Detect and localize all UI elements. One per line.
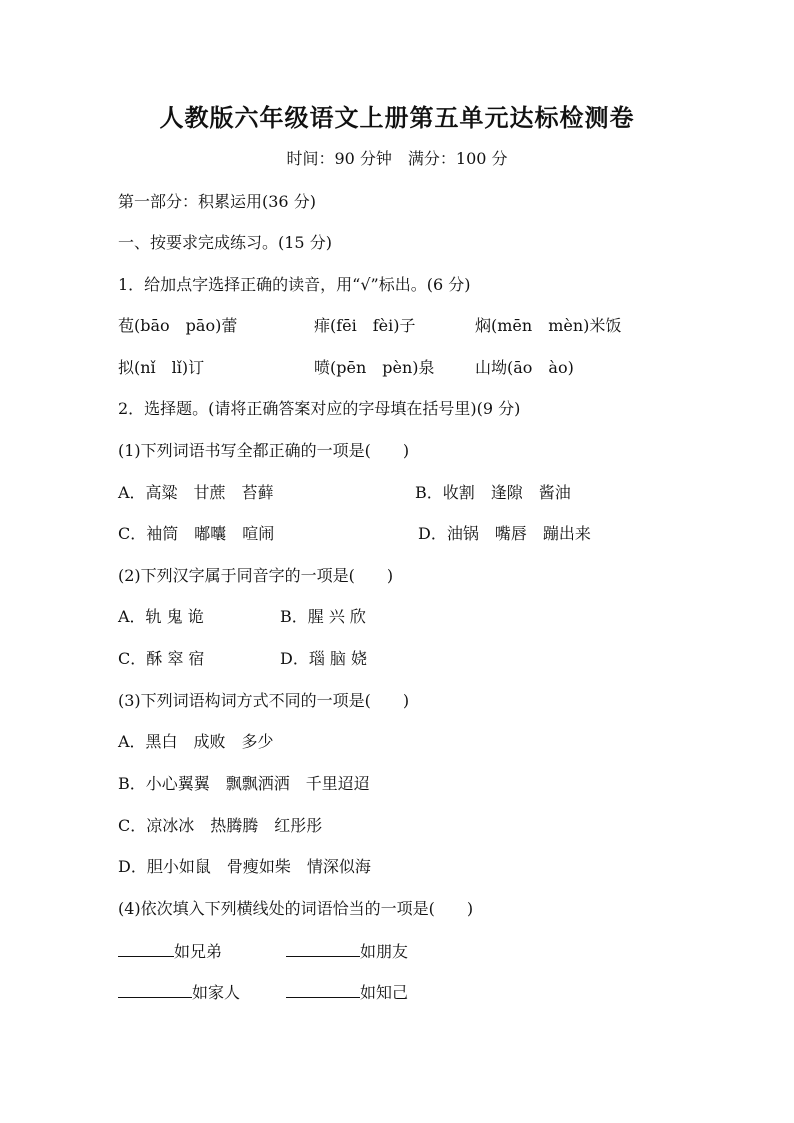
q2-sub2-option-c: C．酥 窣 宿 bbox=[118, 649, 205, 668]
section-question-one: 一、按要求完成练习。(15 分) bbox=[118, 233, 332, 252]
answer-blank[interactable] bbox=[118, 981, 192, 998]
answer-blank[interactable] bbox=[286, 981, 360, 998]
answer-blank[interactable] bbox=[118, 940, 174, 957]
q2-stem: 2．选择题。(请将正确答案对应的字母填在括号里)(9 分) bbox=[118, 399, 521, 418]
q2-sub3-option-b: B．小心翼翼 飘飘洒洒 千里迢迢 bbox=[118, 774, 370, 793]
q2-sub3-option-a: A．黑白 成败 多少 bbox=[118, 732, 274, 751]
fill-text: 如兄弟 bbox=[174, 942, 223, 961]
q2-sub1-option-b: B．收割 逢隙 酱油 bbox=[415, 483, 571, 502]
q2-sub3-option-d: D．胆小如鼠 骨瘦如柴 情深似海 bbox=[118, 857, 371, 876]
q1-item: 喷(pēn pèn)泉 bbox=[314, 358, 435, 377]
q2-sub2-option-a: A．轨 鬼 诡 bbox=[118, 607, 204, 626]
q2-sub4-fill bbox=[286, 940, 408, 963]
fill-text: 如知己 bbox=[360, 983, 409, 1002]
q2-sub3-option-c: C．凉冰冰 热腾腾 红彤彤 bbox=[118, 816, 323, 835]
q2-sub4-fill bbox=[118, 940, 222, 963]
q1-item: 拟(nǐ lǐ)订 bbox=[118, 358, 205, 377]
answer-blank[interactable] bbox=[286, 940, 360, 957]
fill-text: 如家人 bbox=[192, 983, 241, 1002]
section-part1: 第一部分：积累运用(36 分) bbox=[118, 192, 316, 211]
fill-text: 如朋友 bbox=[360, 942, 409, 961]
q2-sub2-stem: (2)下列汉字属于同音字的一项是( ) bbox=[118, 566, 394, 585]
q1-item: 焖(mēn mèn)米饭 bbox=[475, 316, 622, 335]
q2-sub2-option-d: D．瑙 脑 娆 bbox=[280, 649, 368, 668]
q2-sub4-stem: (4)依次填入下列横线处的词语恰当的一项是( ) bbox=[118, 899, 474, 918]
q2-sub1-option-d: D．油锅 嘴唇 蹦出来 bbox=[418, 524, 591, 543]
q2-sub4-fill bbox=[286, 981, 408, 1004]
q1-stem: 1．给加点字选择正确的读音，用“√”标出。(6 分) bbox=[118, 275, 471, 294]
q2-sub2-option-b: B．腥 兴 欣 bbox=[280, 607, 366, 626]
q2-sub4-fill bbox=[118, 981, 240, 1004]
q2-sub1-option-c: C．袖筒 嘟囔 喧闹 bbox=[118, 524, 275, 543]
q1-item: 痱(fēi fèi)子 bbox=[314, 316, 416, 335]
q2-sub3-stem: (3)下列词语构词方式不同的一项是( ) bbox=[118, 691, 410, 710]
exam-time-score: 时间：90 分钟 满分：100 分 bbox=[286, 149, 508, 168]
page-title: 人教版六年级语文上册第五单元达标检测卷 bbox=[159, 103, 635, 132]
q2-sub1-option-a: A．高粱 甘蔗 苔藓 bbox=[118, 483, 274, 502]
q1-item: 山坳(āo ào) bbox=[475, 358, 574, 377]
q1-item: 苞(bāo pāo)蕾 bbox=[118, 316, 238, 335]
q2-sub1-stem: (1)下列词语书写全都正确的一项是( ) bbox=[118, 441, 410, 460]
